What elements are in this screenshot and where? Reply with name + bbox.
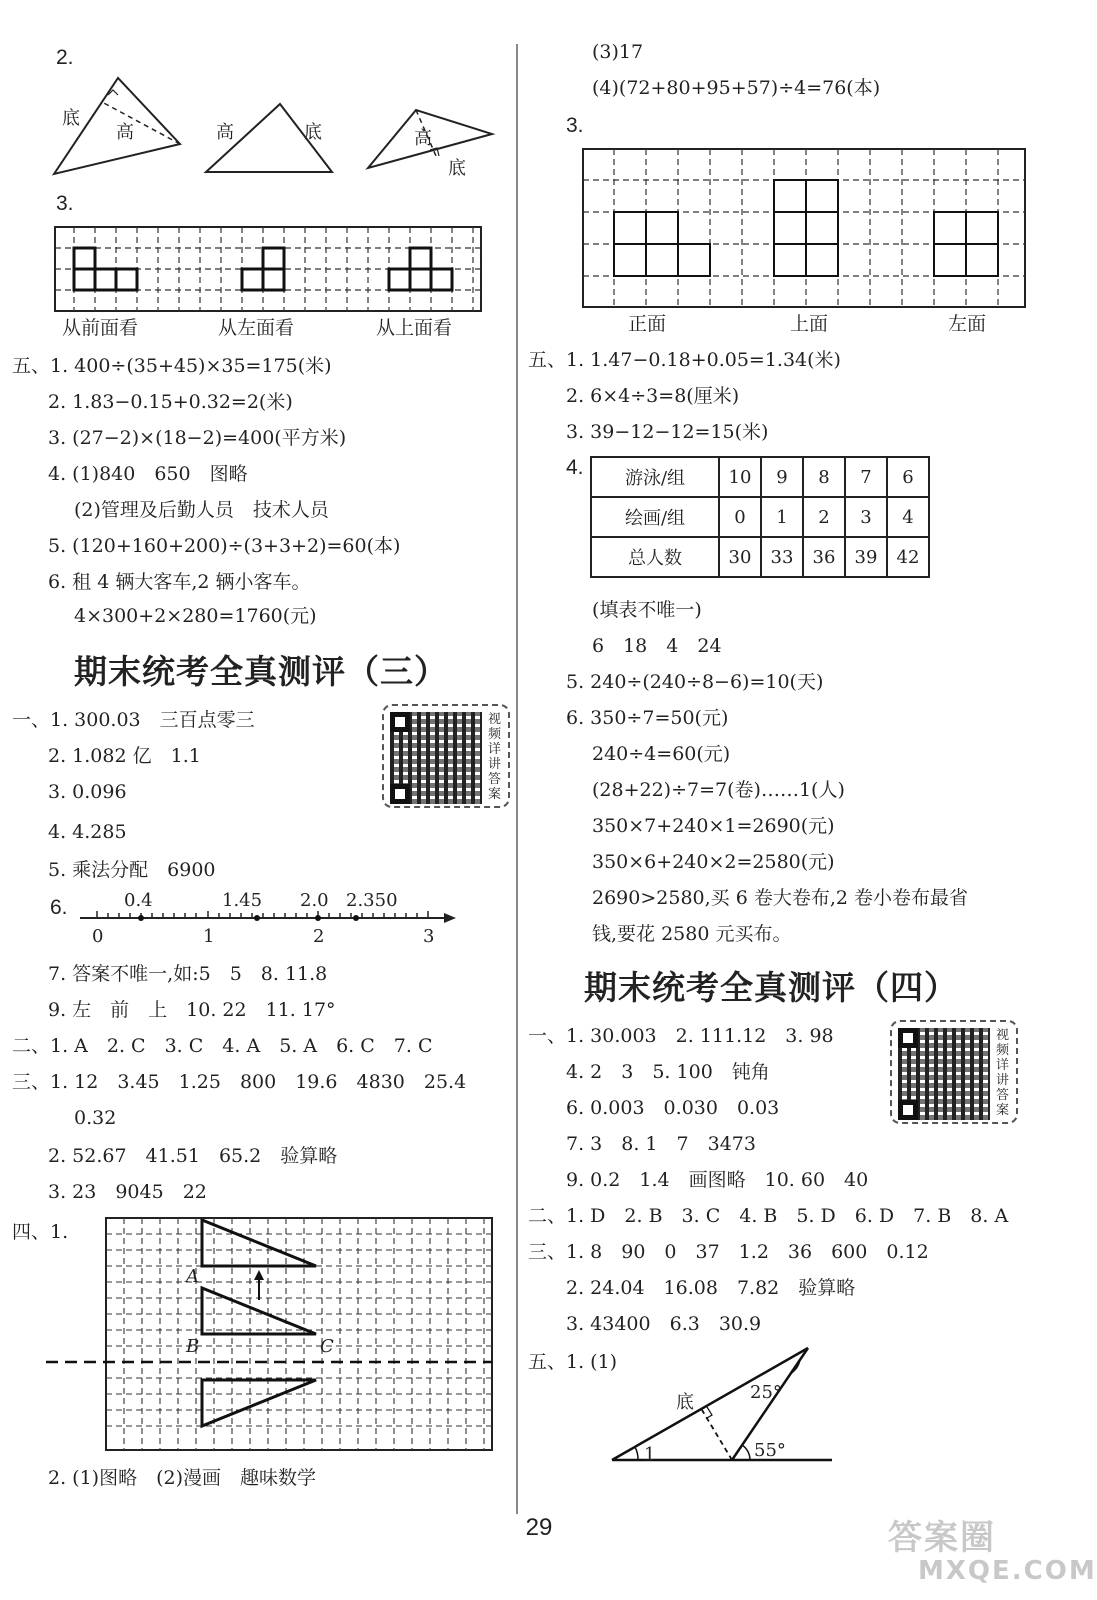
section-title-3: 期末统考全真测评（三） [74,652,448,691]
angle-55-label: 55° [754,1440,786,1461]
l-s5-4: 4. (1)840 650 图略 [48,463,248,485]
nl-point-c: 2.0 [300,890,329,911]
table-cell: 42 [887,537,929,577]
r-q6-4: 350×7+240×1=2690(元) [592,815,835,837]
table-cell: 4 [887,497,929,537]
table-cell: 2 [803,497,845,537]
r4-4: 4. 2 3 5. 100 钝角 [566,1061,770,1083]
nl-point-b: 1.45 [222,890,263,911]
table-row [591,497,929,537]
r-q6-6: 2690>2580,买 6 卷大卷布,2 卷小卷布最省 [592,887,969,909]
table-cell: 1 [761,497,803,537]
table-cell: 33 [761,537,803,577]
point-b-label: B [186,1336,200,1357]
page-number: 29 [525,1514,553,1541]
l3-s3-1b: 0.32 [74,1107,117,1129]
r4-6: 6. 0.003 0.030 0.03 [566,1097,780,1119]
l-s5-6b: 4×300+2×280=1760(元) [74,605,317,627]
angle-1-label: 1 [644,1444,656,1465]
nl-tick-0: 0 [92,926,104,947]
r-q6-5: 350×6+240×2=2580(元) [592,851,835,873]
t2-height-label: 高 [216,122,234,143]
table-cell: 10 [719,457,761,497]
l3-s3-3: 3. 23 9045 22 [48,1181,207,1203]
l3-1-4: 4. 4.285 [48,821,127,843]
qr-code-3[interactable] [382,704,510,808]
nl-tick-3: 3 [423,926,435,947]
watermark-url: MXQE.COM [918,1556,1097,1586]
r-q6-3: (28+22)÷7=7(卷)……1(人) [592,779,845,801]
number-line [80,908,456,932]
top-view-shape [389,248,452,290]
r-q4-number: 4. [566,456,584,479]
point-2-0 [315,915,321,921]
angle-25-label: 25° [750,1382,782,1403]
table-row [591,537,929,577]
watermark-logo: 答案圈 [888,1518,996,1558]
nl-point-d: 2.350 [346,890,398,911]
side-shape [934,212,998,276]
r4-1: 一、1. 30.003 2. 111.12 3. 98 [528,1025,834,1047]
l3-s3-2: 2. 52.67 41.51 65.2 验算略 [48,1145,338,1167]
qr-caption: 视频详讲答案 [996,1028,1010,1118]
nl-tick-2: 2 [313,926,325,947]
group-table [590,456,930,578]
altitude-line [702,1410,732,1460]
table-cell: 0 [719,497,761,537]
point-a-label: A [186,1266,199,1287]
r-view-front: 正面 [628,313,667,335]
r4-s3: 三、1. 8 90 0 37 1.2 36 600 0.12 [528,1241,929,1263]
r4-7: 7. 3 8. 1 7 3473 [566,1133,756,1155]
left-q3-number: 3. [56,192,74,215]
r-note: (填表不唯一) [592,599,702,621]
l3-1-2: 2. 1.082 亿 1.1 [48,745,201,767]
r4-s2: 二、1. D 2. B 3. C 4. B 5. D 6. D 7. B 8. A [528,1205,1009,1227]
point-0-4 [138,915,144,921]
r-view-side: 左面 [948,313,987,335]
r4-9: 9. 0.2 1.4 画图略 10. 60 40 [566,1169,869,1191]
r-s5-2: 2. 6×4÷3=8(厘米) [566,385,740,407]
front-shape [614,212,710,276]
table-cell: 7 [845,457,887,497]
l-s5-2: 2. 1.83−0.15+0.32=2(米) [48,391,293,413]
left-view-shape [242,248,284,290]
l3-1-3: 3. 0.096 [48,781,127,803]
r-s5-1: 五、1. 1.47−0.18+0.05=1.34(米) [528,349,841,371]
t3-height-label: 高 [414,128,432,149]
l3-s3-1: 三、1. 12 3.45 1.25 800 19.6 4830 25.4 [12,1071,467,1093]
t3-base-label: 底 [448,158,466,179]
table-cell: 3 [845,497,887,537]
table-cell: 36 [803,537,845,577]
r-view-top: 上面 [790,313,829,335]
table-cell: 39 [845,537,887,577]
triangle-1-height [102,102,180,144]
left-q2-number: 2. [56,46,74,69]
table-cell: 8 [803,457,845,497]
r4-s3-2: 2. 24.04 16.08 7.82 验算略 [566,1277,856,1299]
r-s5-3: 3. 39−12−12=15(米) [566,421,769,443]
qr-caption: 视频详讲答案 [488,712,502,802]
nl-tick-1: 1 [203,926,215,947]
row-label: 游泳/组 [591,457,719,497]
l-s5-5: 5. (120+160+200)÷(3+3+2)=60(本) [48,535,401,557]
t2-base-label: 底 [304,122,322,143]
view-top-label: 从上面看 [376,317,453,339]
row-label: 总人数 [591,537,719,577]
r-q6: 6. 350÷7=50(元) [566,707,729,729]
table-row [591,457,929,497]
row-label: 绘画/组 [591,497,719,537]
l3-9: 9. 左 前 上 10. 22 11. 17° [48,999,336,1021]
top-shape [774,180,838,276]
angle-base-label: 底 [676,1392,694,1413]
l3-7: 7. 答案不唯一,如:5 5 8. 11.8 [48,963,328,985]
reflected-triangle [202,1380,316,1426]
front-view-shape [74,248,137,290]
r-q5: 5. 240÷(240÷8−6)=10(天) [566,671,824,693]
r-q6-7: 钱,要花 2580 元买布。 [592,923,792,945]
qr-code-icon [390,712,482,804]
t1-height-label: 高 [116,122,134,143]
r4-s3-3: 3. 43400 6.3 30.9 [566,1313,762,1335]
l-s5-3: 3. (27−2)×(18−2)=400(平方米) [48,427,347,449]
r-q3-number: 3. [566,114,584,137]
table-cell: 30 [719,537,761,577]
r-top-4: (4)(72+80+95+57)÷4=76(本) [592,77,881,99]
qr-code-icon [898,1028,990,1120]
point-c-label: C [320,1336,334,1357]
l3-1-5: 5. 乘法分配 6900 [48,859,216,881]
view-front-label: 从前面看 [62,317,139,339]
l3-1-1: 一、1. 300.03 三百点零三 [12,709,255,731]
translated-triangle [202,1220,316,1266]
table-cell: 9 [761,457,803,497]
l-s5-4b: (2)管理及后勤人员 技术人员 [74,499,329,521]
q6-number: 6. [50,896,68,919]
point-1-45 [254,915,260,921]
t1-base-label: 底 [62,108,80,129]
section-title-4: 期末统考全真测评（四） [584,968,958,1007]
l-s5-1: 五、1. 400÷(35+45)×35=175(米) [12,355,332,377]
r-values: 6 18 4 24 [592,635,722,657]
l3-s4-number: 四、1. [12,1221,69,1243]
r4-s5: 五、1. (1) [528,1351,618,1373]
r-top-3: (3)17 [592,41,644,63]
left-views-grid [54,226,482,312]
l3-s2: 二、1. A 2. C 3. C 4. A 5. A 6. C 7. C [12,1035,433,1057]
l-s5-6: 6. 租 4 辆大客车,2 辆小客车。 [48,571,311,593]
right-views-grid [582,148,1026,308]
table-cell: 6 [887,457,929,497]
qr-code-4[interactable] [890,1020,1018,1124]
view-left-label: 从左面看 [218,317,295,339]
nl-point-a: 0.4 [124,890,153,911]
r-q6-2: 240÷4=60(元) [592,743,731,765]
translation-grid [46,1216,494,1452]
l3-s4-2: 2. (1)图略 (2)漫画 趣味数学 [48,1467,316,1489]
column-divider [516,44,518,1514]
point-2-35 [353,915,359,921]
